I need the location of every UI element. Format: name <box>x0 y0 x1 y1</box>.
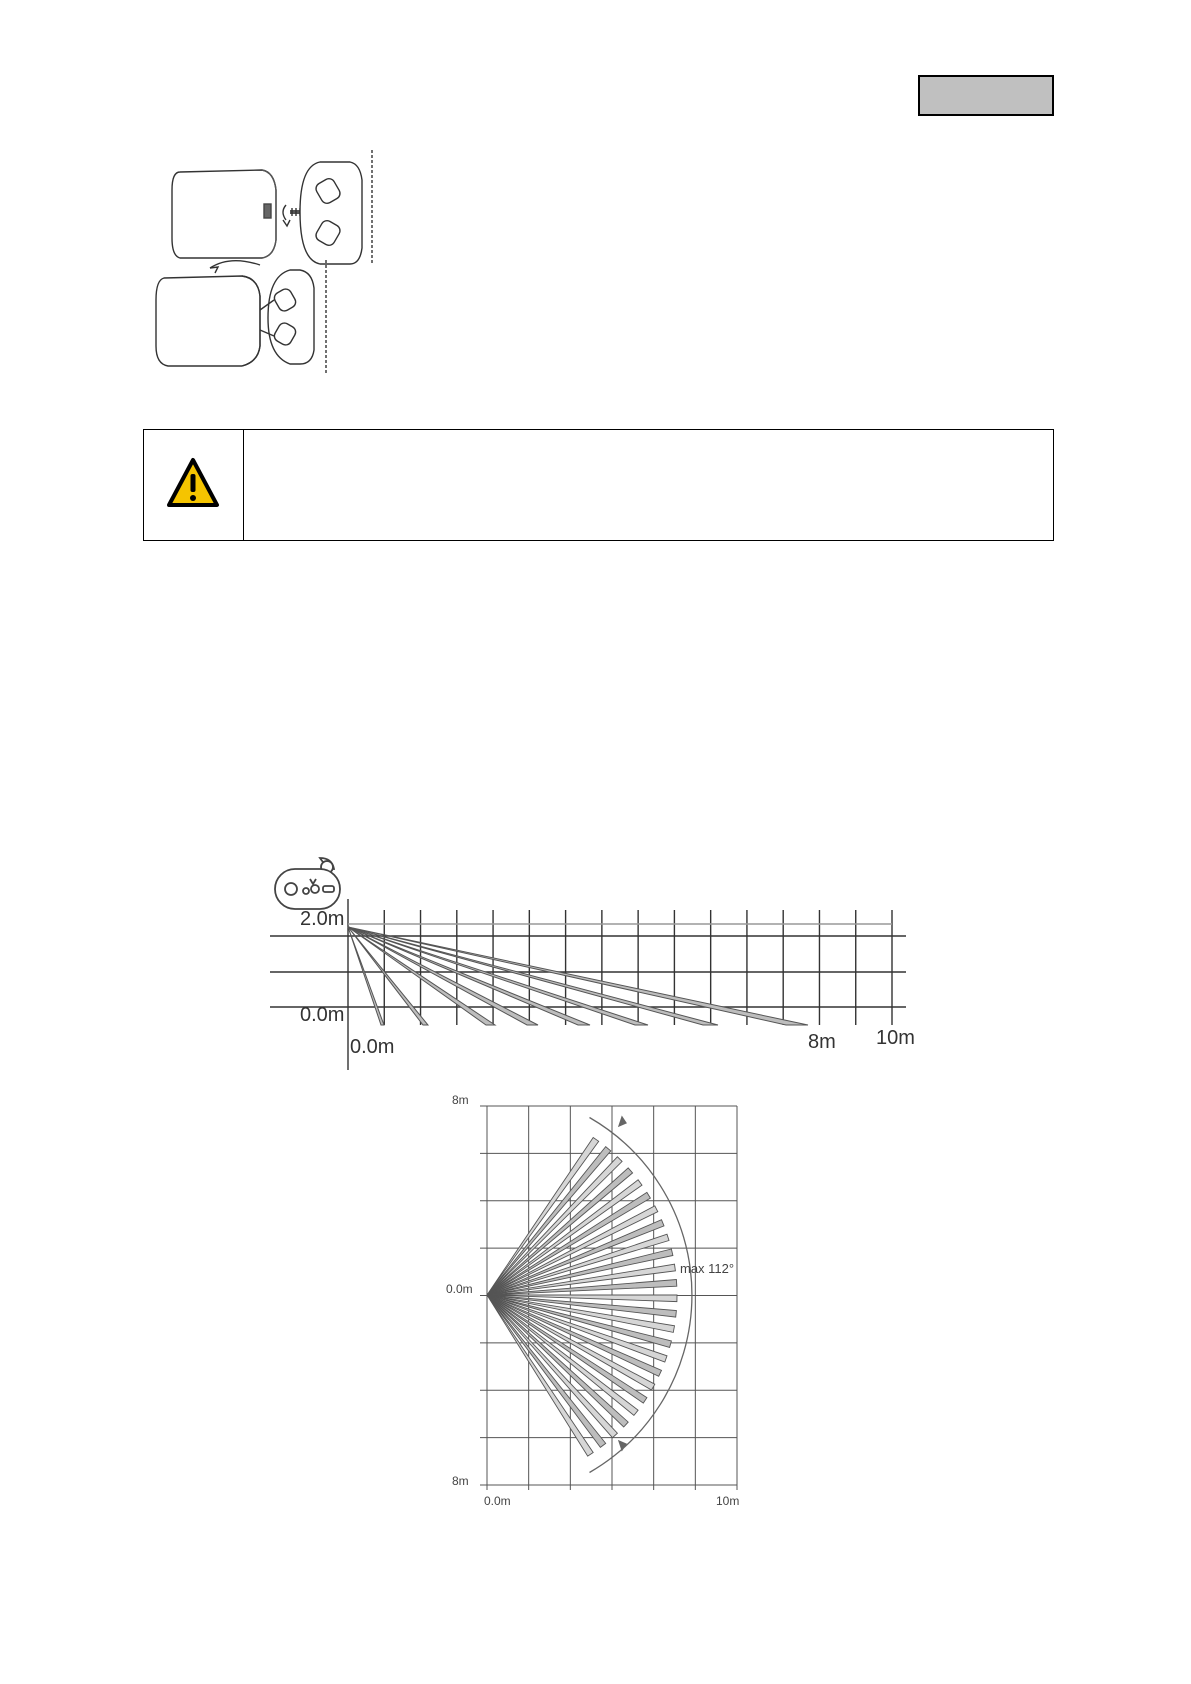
side-y-label-bottom: 0.0m <box>300 1004 345 1026</box>
side-beam <box>348 927 648 1025</box>
side-beam <box>348 927 495 1025</box>
top-y-label-top: 8m <box>452 1093 469 1107</box>
top-y-label-bottom: 8m <box>452 1474 469 1488</box>
side-y-label-top: 2.0m <box>300 908 345 930</box>
side-x-label-start: 0.0m <box>350 1036 395 1058</box>
side-beam <box>348 927 384 1025</box>
side-view-detection-chart <box>270 855 930 1070</box>
warning-box <box>143 429 1054 541</box>
camera-wall-mount-illustration <box>150 150 400 395</box>
side-x-label-8m: 8m <box>808 1031 836 1053</box>
top-view-detection-chart <box>440 1090 760 1525</box>
side-beam <box>348 927 718 1025</box>
warning-icon-cell <box>144 430 243 540</box>
side-x-label-10m: 10m <box>876 1027 915 1049</box>
angle-label: max 112° <box>680 1261 735 1276</box>
language-box <box>918 75 1054 116</box>
warning-triangle-icon <box>144 430 243 540</box>
top-y-label-mid: 0.0m <box>446 1282 473 1296</box>
top-x-label-end: 10m <box>716 1494 740 1508</box>
top-x-label-start: 0.0m <box>484 1494 511 1508</box>
pir-camera-icon <box>275 858 340 909</box>
